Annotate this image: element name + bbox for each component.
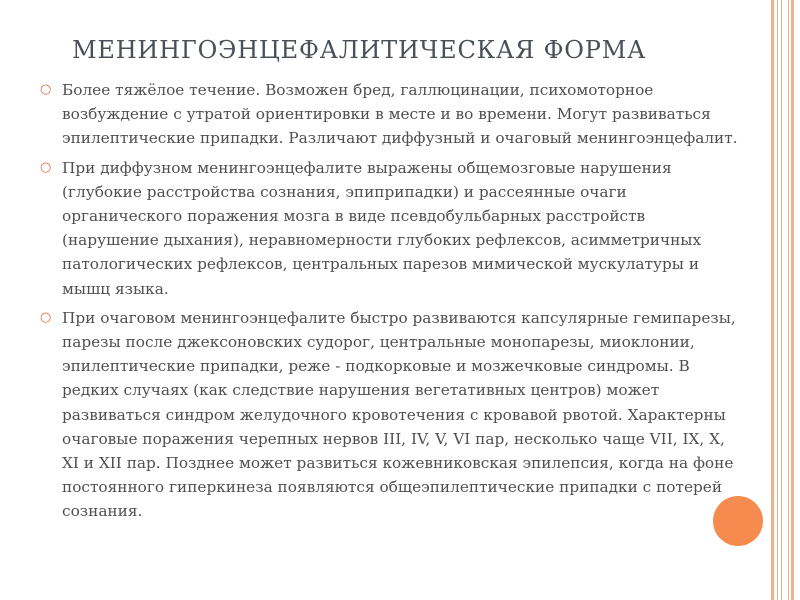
bullet-text: При диффузном менингоэнцефалите выражены общемозговые нарушения (глубокие расстройства сознания, эпиприпадки) и рассеянные очаги органического поражения мозга в виде псевдобульбарных расстройств (нарушение дыхания), неравномерности глубоких рефлексов, асимметричных патологических рефлексов, центральных парезов мимической мускулатуры и мышц языка. — [62, 158, 702, 298]
bullet-item — [40, 306, 745, 524]
frame-stripe — [781, 0, 782, 600]
bullet-marker-icon: ○ — [40, 159, 52, 175]
frame-stripe — [791, 0, 794, 600]
decorative-circle-icon — [713, 496, 763, 546]
frame-stripe — [771, 0, 774, 600]
bullet-item — [40, 156, 745, 301]
bullet-list — [40, 78, 745, 529]
bullet-marker-icon: ○ — [40, 82, 52, 97]
bullet-item — [40, 78, 745, 151]
frame-stripe — [788, 0, 789, 600]
bullet-text: При очаговом менингоэнцефалите быстро развиваются капсулярные гемипарезы, парезы после джексоновских судорог, центральные монопарезы, миоклонии, эпилептические припадки, реже - подкорковые и мозжечковые синдромы. В редких случаях (как следствие нарушения вегетативных центров) может развиваться синдром желудочного кровотечения с кровавой рвотой. Характерны очаговые поражения черепных нервов III, IV, V, VI пар, несколько чаще VII, IX, X, XI и XII пар. Позднее может развиться кожевниковская эпилепсия, когда на фоне постоянного гиперкинеза появляются общеэпилептические припадки с потерей сознания. — [62, 308, 736, 521]
slide-title: МЕНИНГОЭНЦЕФАЛИТИЧЕСКАЯ ФОРМА — [72, 36, 647, 64]
bullet-text: Более тяжёлое течение. Возможен бред, галлюцинации, психомоторное возбуждение с утратой ориентировки в месте и во времени. Могут развиваться эпилептические припадки. Различают диффузный и очаговый менингоэнцефалит. — [62, 81, 738, 148]
bullet-marker-icon: ○ — [40, 309, 52, 325]
frame-stripe — [777, 0, 778, 600]
